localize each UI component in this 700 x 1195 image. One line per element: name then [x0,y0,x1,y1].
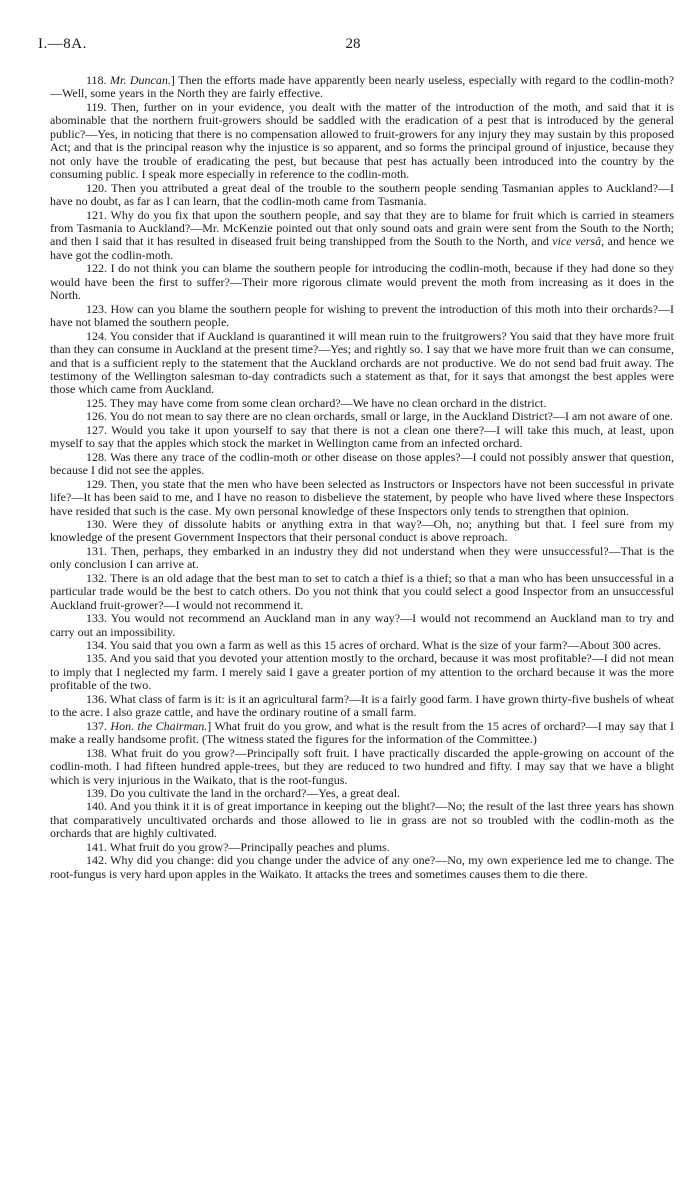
evidence-paragraph [50,262,674,302]
evidence-paragraph [50,478,674,518]
paragraph-text: And you said that you devoted your attention mostly to the orchard, because it was most profitable?—I did not mean to imply that I neglected my farm. I merely said I gave a greater portion of my attention to the orchard because it was the more profitable of the two. [50,651,674,693]
question-number: 118. [86,73,107,87]
evidence-paragraph [50,652,674,692]
evidence-paragraph [50,639,674,652]
paragraph-text: And you think it it is of great importance in keeping out the blight?—No; the result of the last three years has shown that comparatively uncultivated orchards and those allowed to lie in grass are not so troubled with the codlin-moth as the orchards that are highly cultivated. [50,799,674,841]
paragraph-text: Do you cultivate the land in the orchard?—Yes, a great deal. [110,786,401,801]
evidence-paragraph [50,397,674,410]
question-number: 122. [86,261,107,276]
page-number: 28 [345,36,361,52]
evidence-paragraph [50,841,674,854]
paragraph-text: What fruit do you grow, and what is the result from the 15 acres of orchard?—I may say that I make a really handsome profit. (The witness stated the figures for the information of the Committee.) [50,718,675,747]
paragraph-text: What class of farm is it: is it an agricultural farm?—It is a fairly good farm. I have grown thirty-five bushels of wheat to the acre. I also graze cattle, and have the ordinary routine of a small farm. [50,691,674,720]
paragraph-text: Was there any trace of the codlin-moth or other disease on those apples?—I could not possibly answer that question, because I did not see the apples. [50,449,674,478]
paper-reference: I.—8A. [38,36,87,52]
paragraph-tail: , and hence we have got the codlin-moth. [50,234,675,262]
evidence-paragraph [50,800,674,840]
paragraph-text: Then, you state that the men who have been selected as Instructors or Inspectors have not been successful in private life?—It has been said to me, and I have no reason to disbelieve the statement, by people who have lived where these Inspectors have resided that such is the case. My own personal knowledge of these Inspectors only tends to strengthen that opinion. [50,476,674,518]
question-number: 125. [86,395,107,410]
evidence-paragraph [50,612,674,639]
evidence-paragraph [50,424,674,451]
evidence-paragraph [50,101,674,182]
paragraph-text: There is an old adage that the best man to set to catch a thief is a thief; so that a man who has been unsuccessful in a particular trade would be the best to catch others. Do you not think that you could select a good Inspector from an unsuccessful Auckland fruit-grower?—I would not recommend it. [50,570,674,612]
paragraph-text: How can you blame the southern people for wishing to prevent the introduction of this moth into their orchards?—I have not blamed the southern people. [50,301,674,330]
question-number: 123. [86,301,107,316]
question-number: 129. [86,476,107,491]
question-number: 127. [86,422,107,437]
question-number: 130. [86,516,107,531]
evidence-paragraph [50,545,674,572]
evidence-paragraph [50,451,674,478]
evidence-paragraph [50,572,674,612]
evidence-paragraph [50,410,674,423]
question-number: 134. [86,638,107,653]
question-number: 140. [86,799,107,814]
evidence-paragraph [50,182,674,209]
paragraph-text: I do not think you can blame the southern people for introducing the codlin-moth, because if they had done so they would have been the first to suffer?—Their more rigorous climate would prevent the moth from increasing as it does in the North. [50,261,674,303]
evidence-paragraph [50,747,674,787]
evidence-paragraph [50,693,674,720]
question-number: 142. [86,853,107,868]
paragraph-text: You consider that if Auckland is quarantined it will mean ruin to the fruitgrowers? You said that they have more fruit than they can consume in Auckland at the present time?—Yes; and rightly so. I say that we have more fruit than we can consume, and that is a sufficient reply to the statement that the Auckland orchards are not productive. We do not send bad fruit away. The testimony of the Wellington salesman to-day contradicts such a statement as that, for it says that amongst the best apples were those which came from Auckland. [50,328,674,397]
paragraph-text: They may have come from some clean orchard?—We have no clean orchard in the district. [109,395,547,410]
paragraph-text: Then the efforts made have apparently been nearly useless, especially with regard to the codlin-moth?—Well, some years in the North they are fairly effective. [50,73,675,101]
question-number: 137. [86,718,107,733]
question-number: 138. [86,745,107,760]
question-number: 119. [86,99,107,114]
paragraph-text: Then, further on in your evidence, you dealt with the matter of the introduction of the moth, and said that it is abominable that the northern fruit-growers should be saddled with the eradication of a pest that is introduced by the general public?—Yes, in noticing that there is no compensation allowed to fruit-growers for any injury they may sustain by this proposed Act; and that is the principal reason why the injustice is so apparent, and so forms the principal ground of injustice, because they not only have the trouble of eradicating the pest, but because that pest has actually been introduced into the country by the consuming public. I speak more especially in reference to the codlin-moth. [50,99,674,182]
question-number: 121. [86,207,107,222]
evidence-paragraph [50,787,674,800]
paragraph-text: You would not recommend an Auckland man in any way?—I would not recommend an Auckland man to try and carry out an impossibility. [50,611,674,639]
question-number: 141. [86,839,107,854]
evidence-paragraph [50,303,674,330]
paragraph-text: What fruit do you grow?—Principally soft fruit. I have practically discarded the apple-growing on account of the codlin-moth. I had fifteen hundred apple-trees, but they are reduced to two hundred and fifty. I may say that we have a blight which is very injurious in the Waikato, that is the root-fungus. [50,745,674,787]
paragraph-text: What fruit do you grow?—Principally peaches and plums. [109,839,390,854]
paragraph-text: Then, perhaps, they embarked in an industry they did not understand when they were unsuccessful?—That is the only conclusion I can arrive at. [50,543,674,572]
speaker-name: Hon. the Chairman. [110,718,208,733]
evidence-paragraph [50,209,674,263]
question-number: 132. [86,570,107,585]
question-number: 135. [86,651,107,666]
paragraph-text: Would you take it upon yourself to say that there is not a clean one there?—I will take this much, at least, upon myself to say that the apples which stock the market in Wellington came from an infected orchard. [50,422,674,451]
question-number: 128. [86,449,107,464]
question-number: 126. [86,409,107,424]
paragraph-text: Why did you change: did you change under the advice of any one?—No, my own experience led me to change. The root-fungus is very hard upon apples in the Waikato. It attacks the trees and sometimes causes them to die there. [50,853,674,881]
italic-phrase: vice versâ [552,234,602,249]
paragraph-text: You do not mean to say there are no clean orchards, small or large, in the Auckland District?—I am not aware of one. [109,409,673,424]
evidence-paragraph: 118. Mr. Duncan.] Then the efforts made have apparently been nearly useless, especially with regard to the codlin-moth?—Well, some years in the North they are fairly effective. [50,73,675,101]
paragraph-text: You said that you own a farm as well as this 15 acres of orchard. What is the size of your farm?—About 300 acres. [109,638,661,653]
speaker-name: Mr. Duncan. [110,73,171,87]
question-number: 133. [86,611,107,626]
question-number: 131. [86,543,107,558]
question-number: 124. [86,328,107,343]
evidence-paragraph [50,854,674,881]
evidence-paragraph [50,330,674,397]
question-number: 120. [86,180,107,195]
paragraph-text: Were they of dissolute habits or anything extra in that way?—Oh, no; anything but that. I feel sure from my knowledge of the present Government Inspectors that their personal conduct is above reproach. [50,516,674,545]
page-header [38,36,668,56]
paragraph-text: Then you attributed a great deal of the trouble to the southern people sending Tasmanian apples to Auckland?—I have no doubt, as far as I can learn, that the codlin-moth came from Tasmania. [50,180,674,209]
question-number: 136. [86,691,107,706]
evidence-paragraph [50,518,674,545]
evidence-paragraph: 137. Hon. the Chairman.] What fruit do you grow, and what is the result from the 15 acres of orchard?—I may say that I make a really handsome profit. (The witness stated the figures for the information of the Committee.) [50,718,675,747]
paragraph-text: Why do you fix that upon the southern people, and say that they are to blame for fruit which is carried in steamers from Tasmania to Auckland?—Mr. McKenzie pointed out that only sound oats and grain were sent from the South to the North; and then I said that it has resulted in diseased fruit being transhipped from the South to the North, and [50,207,674,249]
evidence-text [50,74,674,881]
question-number: 139. [86,786,107,801]
